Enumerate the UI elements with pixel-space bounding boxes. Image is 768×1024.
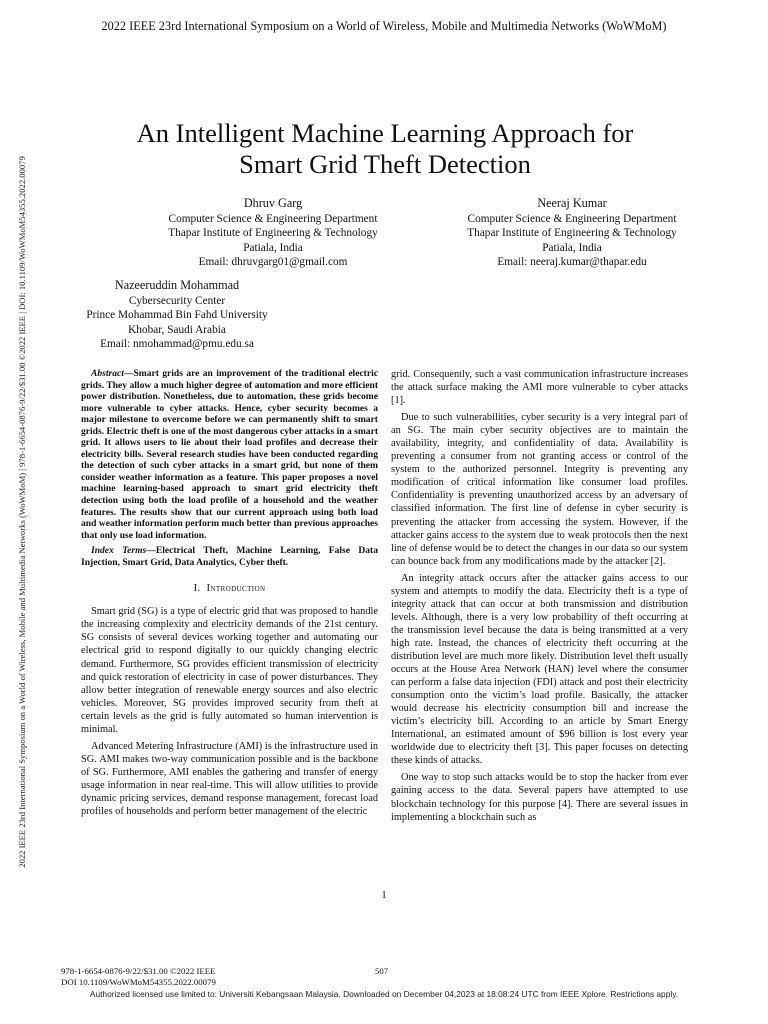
- author-location: Patiala, India: [542, 241, 602, 254]
- body-paragraph: Advanced Metering Infrastructure (AMI) is the infrastructure used in SG. AMI makes two-way communication possible and is the backbone of SG. Furthermore, AMI enables the gathering and transfer of energy usage information in near real-time. This will allow utilities to provide dynamic pricing services, demand response management, forecast load profiles of households and perform better management of the electric: [81, 740, 378, 818]
- footer-doi: DOI 10.1109/WoWMoM54355.2022.00079: [61, 976, 216, 987]
- author-name: Nazeeruddin Mohammad: [114, 278, 240, 292]
- author-location: Patiala, India: [243, 241, 303, 254]
- author-email: Email: nmohammad@pmu.edu.sa: [100, 338, 254, 351]
- abstract: [81, 368, 378, 541]
- body-paragraph: An integrity attack occurs after the attacker gains access to our system and attempts to modify the data. Electricity theft is a type of integrity attack that can occur at both transmission and distribution levels. Although, there is a very low probability of theft occurring at the transmission level because the data is being transmitted at a very high rate. Instead, the chances of electricity theft occurring at the distribution level are much more likely. Distribution level theft usually occurs at the House Area Network (HAN) level where the consumer can perform a false data injection (FDI) attack and post their electricity consumption onto the victim’s load profile. Basically, the attacker would decrease his electricity consumption bill and increase the victim’s electricity bill. According to an article by Smart Energy International, an estimated amount of $96 billion is lost every year worldwide due to electricity theft [3]. This paper focuses on detecting these kinds of attacks.: [391, 572, 688, 767]
- section-number: I.: [193, 583, 201, 595]
- author-location: Khobar, Saudi Arabia: [128, 323, 226, 336]
- footer-isbn: 978-1-6654-0876-9/22/$31.00 ©2022 IEEE: [61, 966, 216, 976]
- author-block-2: [457, 196, 687, 270]
- title-line-2: Smart Grid Theft Detection: [239, 149, 531, 179]
- left-column: [81, 368, 378, 822]
- page-number: 1: [381, 890, 387, 901]
- right-column: [391, 368, 688, 828]
- author-department: Computer Science & Engineering Department: [467, 212, 677, 225]
- body-paragraph: One way to stop such attacks would be to stop the hacker from ever gaining access to the data. Several papers have attempted to use blockchain technology for this purpose [4]. There are several issues in implementing a blockchain such as: [391, 772, 688, 823]
- footer-identifiers: [61, 966, 216, 987]
- author-email: Email: dhruvgarg01@gmail.com: [198, 256, 348, 269]
- abstract-text: —Smart grids are an improvement of the traditional electric grids. They allow a much higher degree of automation and more efficient power distribution. Nonetheless, due to automation, these grids become more vulnerable to cyber attacks. Hence, cyber security becomes a major milestone to overcome before we can permanently shift to smart grids. Electric theft is one of the most dangerous cyber attacks in a smart grid. It allows users to lie about their load profiles and decrease their electricity bills. Several research studies have been conducted regarding the detection of such cyber attacks in a smart grid, but none of them consider weather information as a feature. This paper proposes a novel machine learning-based approach to smart grid electricity theft detection using both the load profile of a household and the weather features. The results show that our current approach using both load and weather information perform much better than previous approaches that only use load information.: [81, 368, 378, 541]
- author-institution: Thapar Institute of Engineering & Technology: [168, 227, 378, 240]
- author-block-1: [158, 196, 388, 270]
- index-terms-label: Index Terms: [91, 545, 147, 557]
- author-institution: Prince Mohammad Bin Fahd University: [86, 309, 268, 322]
- author-department: Cybersecurity Center: [128, 294, 226, 307]
- section-heading: [81, 582, 378, 595]
- index-terms: [81, 545, 378, 568]
- conference-header: 2022 IEEE 23rd International Symposium on a World of Wireless, Mobile and Multimedia Networks (WoWMoM): [101, 19, 667, 33]
- author-department: Computer Science & Engineering Department: [168, 212, 378, 225]
- abstract-label: Abstract: [91, 368, 124, 379]
- author-name: Neeraj Kumar: [537, 196, 607, 210]
- author-name: Dhruv Garg: [243, 196, 303, 210]
- index-terms-text: —Electrical Theft, Machine Learning, False Data Injection, Smart Grid, Data Analytics, Cyber theft.: [81, 545, 379, 568]
- body-paragraph: Due to such vulnerabilities, cyber security is a very integral part of an SG. The main cyber security objectives are to maintain the availability, integrity, and confidentiality of data. Availability is preventing a consumer from not granting access or control of the system to the authorized personnel. Integrity is preventing any modification of critical information like consumer load profiles. Confidentiality is preventing unauthorized access by an adversary of classified information. The first line of defense in cyber security is preventing the attacker from accessing the system. However, if the attacker gains access to the system due to weak protocols then the next line of defense would be to detect the changes in our data so our system can bounce back from any modifications made by the attacker [2].: [391, 412, 689, 567]
- paper-title: [60, 118, 710, 180]
- license-notice: Authorized licensed use limited to: Universiti Kebangsaan Malaysia. Downloaded on December 04,2023 at 18:08:24 UTC from IEEE Xplore. Restrictions apply.: [89, 989, 679, 999]
- section-title: Introduction: [206, 583, 266, 595]
- author-email: Email: neeraj.kumar@thapar.edu: [497, 256, 647, 269]
- author-institution: Thapar Institute of Engineering & Technology: [467, 227, 677, 240]
- body-paragraph: grid. Consequently, such a vast communication infrastructure increases the attack surface making the AMI more vulnerable to cyber attacks [1].: [391, 369, 688, 407]
- side-doi-strip: 2022 IEEE 23rd International Symposium on a World of Wireless, Mobile and Multimedia Networks (WoWMoM) | 978-1-6654-0876-9/22/$31.00 ©2022 IEEE | DOI: 10.1109/WoWMoM54355.2022.00079: [17, 156, 27, 868]
- author-block-3: [74, 278, 280, 352]
- title-line-1: An Intelligent Machine Learning Approach for: [136, 118, 634, 148]
- footer-proceedings-page: 507: [375, 966, 389, 976]
- body-paragraph: Smart grid (SG) is a type of electric grid that was proposed to handle the increasing complexity and electricity demands of the 21st century. SG consists of several devices working together and automating our electrical grid to respond digitally to our quickly changing electric demand. Furthermore, SG provides efficient transmission of electricity and quick restoration of electricity in case of power disturbances. They allow better integration of renewable energy sources and also electric vehicles. Moreover, SG provides improved security from theft at certain levels as the grid is fully automated so human intervention is minimal.: [81, 606, 378, 735]
